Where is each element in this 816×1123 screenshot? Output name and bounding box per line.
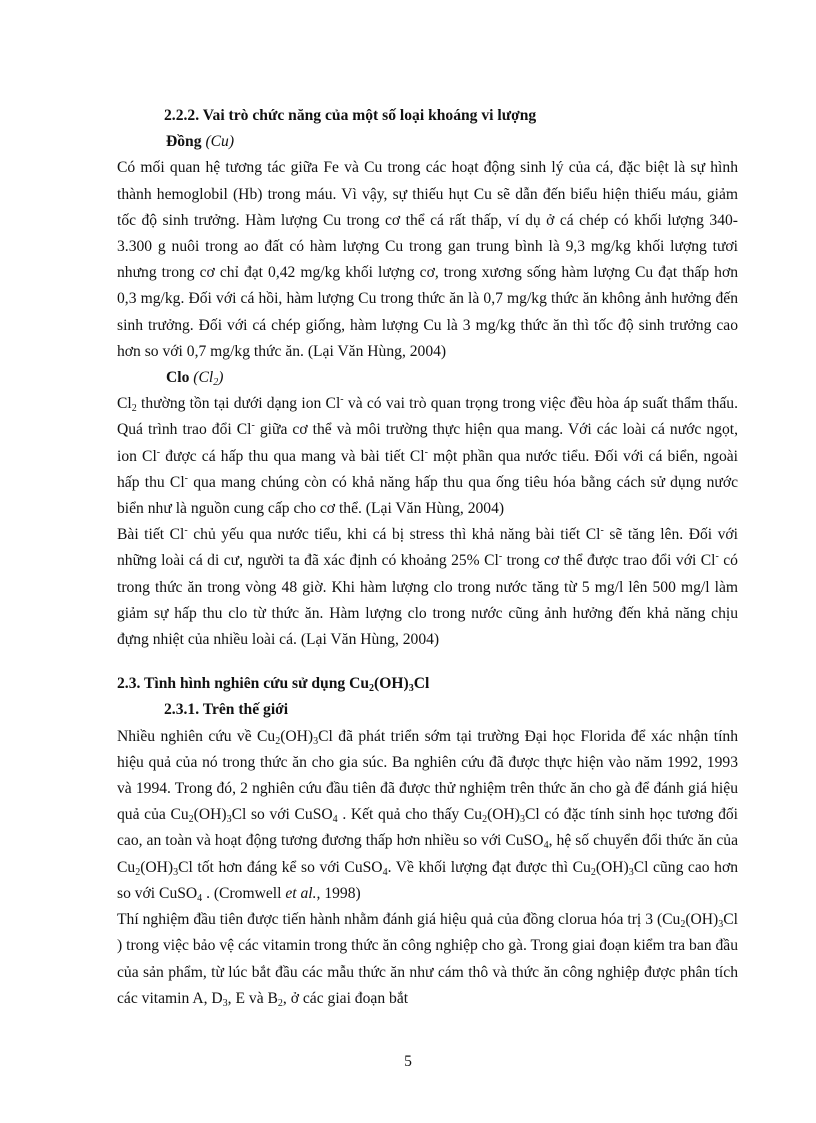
chlorine-paragraph-1: $Cl_2$ thường tồn tại dưới dạng ion Cl- và có vai trò quan trọng trong việc đều hòa áp suất thẩm thấu. Quá trình trao đổi Cl- giữa cơ thể và môi trường thực hiện qua mang. Với các loài cá nước ngọt, ion Cl- được cá hấp thu qua mang và bài tiết Cl- một phần qua nước tiểu. Đối với cá biển, ngoài hấp thu Cl- qua mang chúng còn có khả năng hấp thu qua ống tiêu hóa bằng cách sử dụng nước biển như là nguồn cung cấp cho cơ thể. (Lại Văn Hùng, 2004): [117, 394, 739, 518]
research-paragraph-1: Nhiều nghiên cứu về $Cu_2(OH)_3Cl$ đã phát triển sớm tại trường Đại học Florida để xác nhận tính hiệu quả của nó trong thức ăn cho gia súc. Ba nghiên cứu đã được thực hiện vào năm 1992, 1993 và 1994. Trong đó, 2 nghiên cứu đầu tiên đã được thử nghiệm trên thức ăn cho gà để đánh giá hiệu quả của $Cu_2(OH)_3Cl$ so với CuSO$_4$ . Kết quả cho thấy $Cu_2(OH)_3Cl$ có đặc tính sinh học tương đối cao, an toàn và hoạt động tương đương thấp hơn nhiều so với CuSO$_4$, hệ số chuyển đổi thức ăn của $Cu_2(OH)_3Cl$ tốt hơn đáng kể so với CuSO$_4$. Về khối lượng đạt được thì $Cu_2(OH)_3Cl$ cũng cao hơn so với CuSO$_4$ . (Cromwell et al., 1998): [117, 727, 739, 904]
section-heading-2-2-2: 2.2.2. Vai trò chức năng của một số loại khoáng vi lượng: [164, 107, 537, 124]
copper-label: Đồng: [166, 133, 202, 151]
chlorine-label: Clo: [166, 369, 190, 387]
chlorine-paragraph-2: Bài tiết Cl- chủ yếu qua nước tiểu, khi cá bị stress thì khả năng bài tiết Cl- sẽ tăng lên. Đối với những loài cá di cư, người ta đã xác định có khoảng 25% Cl- trong cơ thể được trao đổi với Cl- có trong thức ăn trong vòng 48 giờ. Khi hàm lượng clo trong nước tăng từ 5 mg/l lên 500 mg/l làm giảm sự hấp thu clo từ thức ăn. Hàm lượng clo trong nước cũng ảnh hưởng đến khả năng chịu đựng nhiệt của nhiều loài cá. (Lại Văn Hùng, 2004): [117, 525, 738, 649]
section-heading-2-3-1: 2.3.1. Trên thế giới: [164, 701, 289, 719]
chlorine-symbol: $(Cl_2)$: [193, 369, 224, 389]
subheading-copper: [117, 129, 738, 155]
document-page: [117, 101, 738, 1012]
page-number: 5: [404, 1053, 412, 1070]
section-heading-2-3: 2.3. Tình hình nghiên cứu sử dụng $Cu_2(OH)_3Cl$: [117, 675, 430, 695]
subheading-chlorine: [117, 365, 738, 391]
copper-symbol: (Cu): [205, 133, 235, 151]
copper-paragraph: Có mối quan hệ tương tác giữa Fe và Cu trong các hoạt động sinh lý của cá, đặc biệt là sự hình thành hemoglobil (Hb) trong máu. Vì vậy, sự thiếu hụt Cu sẽ dẫn đến biểu hiện thiếu máu, giảm tốc độ sinh trưởng. Hàm lượng Cu trong cơ thể cá rất thấp, ví dụ ở cá chép có khối lượng 340-3.300 g nuôi trong ao đất có hàm lượng Cu trong gan trung bình là 9,3 mg/kg khối lượng tươi nhưng trong cơ chỉ đạt 0,42 mg/kg khối lượng cơ, trong xương sống hàm lượng Cu đạt thấp hơn 0,3 mg/kg. Đối với cá hồi, hàm lượng Cu trong thức ăn là 0,7 mg/kg thức ăn không ảnh hưởng đến sinh trưởng. Đối với cá chép giống, hàm lượng Cu là 3 mg/kg thức ăn thì tốc độ sinh trưởng cao hơn so với 0,7 mg/kg thức ăn. (Lại Văn Hùng, 2004): [117, 159, 738, 360]
research-paragraph-2: Thí nghiệm đầu tiên được tiến hành nhằm đánh giá hiệu quả của đồng clorua hóa trị 3 ($Cu_2(OH)_3Cl$ ) trong việc bảo vệ các vitamin trong thức ăn công nghiệp cho gà. Trong giai đoạn kiểm tra ban đầu của sản phẩm, từ lúc bắt đầu các mẫu thức ăn như cám thô và thức ăn công nghiệp được phân tích các vitamin A, $D_3$, E và $B_2$, ở các giai đoạn bắt: [117, 911, 738, 1009]
